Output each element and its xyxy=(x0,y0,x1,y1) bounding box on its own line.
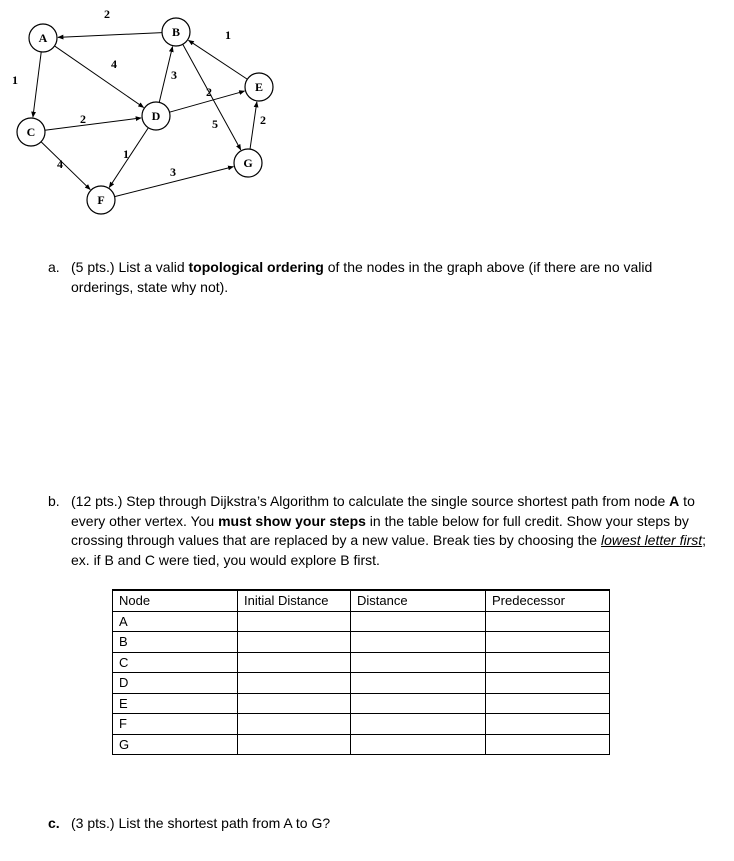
edge-weight-G-E: 2 xyxy=(260,113,266,127)
question-a-text-2: of the nodes in the graph above (if there are no valid orderings, state why not). xyxy=(71,259,653,295)
question-a-bold: topological ordering xyxy=(188,259,324,275)
svg-text:D: D xyxy=(151,109,161,123)
node-B xyxy=(162,18,190,46)
table-row xyxy=(113,673,610,694)
row-node: B xyxy=(113,632,238,653)
cell-initial-distance[interactable] xyxy=(238,611,351,632)
node-F xyxy=(87,186,115,214)
edge-weight-C-D: 2 xyxy=(80,112,86,126)
dijkstra-table xyxy=(112,589,610,755)
edge-weight-C-F: 4 xyxy=(57,157,63,171)
header-node: Node xyxy=(113,590,238,611)
question-b-bold-2: must show your steps xyxy=(218,512,366,529)
row-node: C xyxy=(113,652,238,673)
directed-graph xyxy=(0,0,734,240)
edge-weight-A-D: 4 xyxy=(111,57,117,71)
row-node: A xyxy=(113,611,238,632)
edge-E-B xyxy=(189,40,248,79)
cell-distance[interactable] xyxy=(351,714,486,735)
svg-text:F: F xyxy=(97,193,105,207)
header-initial-distance: Initial Distance xyxy=(238,590,351,611)
svg-text:C: C xyxy=(26,125,36,139)
table-row xyxy=(113,734,610,755)
cell-distance[interactable] xyxy=(351,673,486,694)
edge-B-A xyxy=(58,33,162,38)
table-row xyxy=(113,632,610,653)
question-b-underline: lowest letter first xyxy=(600,532,703,548)
question-b-text-1: (12 pts.) Step through Dijkstra’s Algorithm to calculate the single source shortest path from node xyxy=(71,493,670,509)
cell-predecessor[interactable] xyxy=(486,632,610,653)
question-b-text-4: ; ex. if B and C were tied, you would explore B first. xyxy=(71,532,707,568)
row-node: E xyxy=(113,693,238,714)
cell-initial-distance[interactable] xyxy=(238,693,351,714)
question-c-text: (3 pts.) List the shortest path from A to G? xyxy=(71,815,331,831)
row-node: G xyxy=(113,734,238,755)
edge-weight-E-B: 1 xyxy=(225,28,231,42)
question-b-label: b. xyxy=(48,493,60,509)
question-b-text-2: to every other vertex. You xyxy=(71,493,695,529)
table-row xyxy=(113,714,610,735)
cell-predecessor[interactable] xyxy=(486,693,610,714)
edge-A-D xyxy=(55,46,144,108)
edge-weight-B-G: 5 xyxy=(212,117,218,131)
table-row xyxy=(113,693,610,714)
cell-predecessor[interactable] xyxy=(486,611,610,632)
question-b-text-3: in the table below for full credit. Show your steps by crossing through values that are replaced by a new value. Break ties by choosing the xyxy=(71,512,689,548)
node-D xyxy=(142,102,170,130)
cell-distance[interactable] xyxy=(351,693,486,714)
cell-initial-distance[interactable] xyxy=(238,632,351,653)
question-a-text-1: (5 pts.) List a valid xyxy=(71,259,189,275)
edge-weight-F-G: 3 xyxy=(170,165,176,179)
edge-weight-D-F: 1 xyxy=(123,147,129,161)
cell-distance[interactable] xyxy=(351,632,486,653)
table-row xyxy=(113,611,610,632)
node-C xyxy=(17,118,45,146)
cell-distance[interactable] xyxy=(351,734,486,755)
cell-initial-distance[interactable] xyxy=(238,714,351,735)
cell-initial-distance[interactable] xyxy=(238,734,351,755)
svg-text:G: G xyxy=(243,156,253,170)
question-b-bold-1: A xyxy=(669,493,680,509)
cell-distance[interactable] xyxy=(351,611,486,632)
edge-G-E xyxy=(250,102,257,149)
edge-weight-D-E: 2 xyxy=(206,85,212,99)
cell-initial-distance[interactable] xyxy=(238,652,351,673)
table-row xyxy=(113,652,610,673)
cell-predecessor[interactable] xyxy=(486,714,610,735)
edge-C-D xyxy=(45,118,141,130)
edge-C-F xyxy=(41,142,90,190)
edge-weight-A-C: 1 xyxy=(12,73,18,87)
cell-predecessor[interactable] xyxy=(486,734,610,755)
node-E xyxy=(245,73,273,101)
question-a-label: a. xyxy=(48,259,60,275)
cell-distance[interactable] xyxy=(351,652,486,673)
cell-predecessor[interactable] xyxy=(486,652,610,673)
table-header-row xyxy=(113,590,610,611)
svg-text:B: B xyxy=(171,25,181,39)
cell-predecessor[interactable] xyxy=(486,673,610,694)
svg-text:E: E xyxy=(254,80,264,94)
header-distance: Distance xyxy=(351,590,486,611)
node-G xyxy=(234,149,262,177)
row-node: F xyxy=(113,714,238,735)
cell-initial-distance[interactable] xyxy=(238,673,351,694)
edge-A-C xyxy=(33,52,41,117)
edge-weight-D-B: 3 xyxy=(171,68,177,82)
question-c-label: c. xyxy=(48,815,60,831)
node-A xyxy=(29,24,57,52)
edge-weight-B-A: 2 xyxy=(104,7,110,21)
row-node: D xyxy=(113,673,238,694)
header-predecessor: Predecessor xyxy=(486,590,610,611)
svg-text:A: A xyxy=(38,31,48,45)
